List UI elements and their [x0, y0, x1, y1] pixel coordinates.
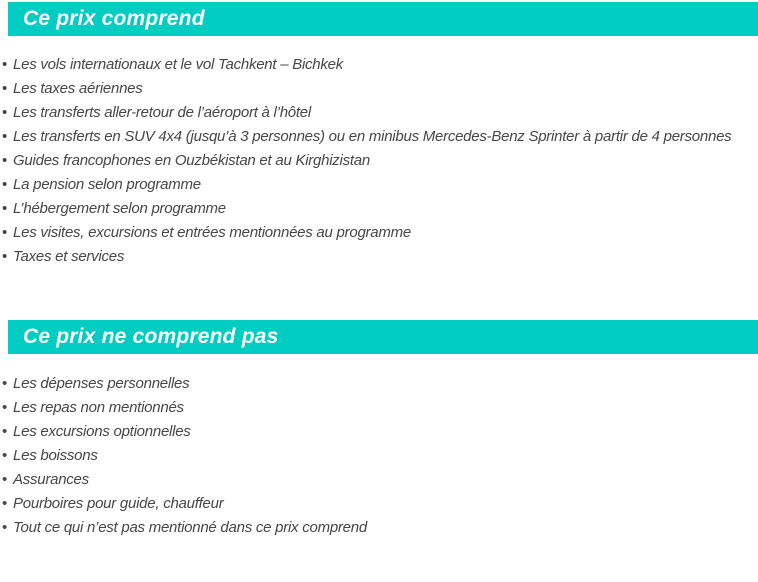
list-item-text: Guides francophones en Ouzbékistan et au Kirghizistan	[13, 152, 370, 170]
list-item	[0, 101, 758, 125]
list-item-text: L’hébergement selon programme	[13, 200, 226, 218]
list-item-text: Les dépenses personnelles	[13, 375, 190, 393]
bullet-icon: •	[2, 471, 8, 489]
list-item	[0, 396, 758, 420]
section-price-included	[0, 2, 758, 269]
bullet-icon: •	[2, 128, 8, 146]
list-item	[0, 173, 758, 197]
list-item-text: Les transferts en SUV 4x4 (jusqu’à 3 personnes) ou en minibus Mercedes-Benz Sprinter à partir de 4 personnes	[13, 128, 732, 146]
list-item-text: Assurances	[13, 471, 89, 489]
list-item	[0, 372, 758, 396]
bullet-icon: •	[2, 399, 8, 417]
list-item-text: Les boissons	[13, 447, 98, 465]
list-item-text: Les taxes aériennes	[13, 80, 143, 98]
included-list	[0, 53, 758, 269]
bullet-icon: •	[2, 104, 8, 122]
list-item	[0, 221, 758, 245]
bullet-icon: •	[2, 80, 8, 98]
bullet-icon: •	[2, 152, 8, 170]
list-item-text: Les repas non mentionnés	[13, 399, 184, 417]
bullet-icon: •	[2, 423, 8, 441]
excluded-list	[0, 372, 758, 540]
price-info-content	[0, 2, 758, 540]
bullet-icon: •	[2, 224, 8, 242]
bullet-icon: •	[2, 519, 8, 537]
bullet-icon: •	[2, 248, 8, 266]
section-header-included: Ce prix comprend	[8, 2, 758, 36]
list-item-text: Taxes et services	[13, 248, 125, 266]
bullet-icon: •	[2, 176, 8, 194]
list-item-text: Les vols internationaux et le vol Tachkent – Bichkek	[13, 56, 343, 74]
list-item-text: Les excursions optionnelles	[13, 423, 191, 441]
bullet-icon: •	[2, 200, 8, 218]
list-item	[0, 245, 758, 269]
list-item-text: Les visites, excursions et entrées mentionnées au programme	[13, 224, 411, 242]
bullet-icon: •	[2, 447, 8, 465]
section-price-excluded	[0, 320, 758, 540]
bullet-icon: •	[2, 495, 8, 513]
list-item	[0, 468, 758, 492]
bullet-icon: •	[2, 56, 8, 74]
list-item-text: Pourboires pour guide, chauffeur	[13, 495, 224, 513]
bullet-icon: •	[2, 375, 8, 393]
section-header-excluded: Ce prix ne comprend pas	[8, 320, 758, 354]
list-item	[0, 492, 758, 516]
list-item	[0, 125, 758, 149]
list-item	[0, 444, 758, 468]
list-item	[0, 149, 758, 173]
list-item	[0, 197, 758, 221]
list-item-text: Les transferts aller-retour de l’aéroport à l’hôtel	[13, 104, 311, 122]
list-item-text: Tout ce qui n’est pas mentionné dans ce prix comprend	[13, 519, 367, 537]
list-item	[0, 420, 758, 444]
list-item	[0, 516, 758, 540]
list-item-text: La pension selon programme	[13, 176, 201, 194]
list-item	[0, 77, 758, 101]
list-item	[0, 53, 758, 77]
